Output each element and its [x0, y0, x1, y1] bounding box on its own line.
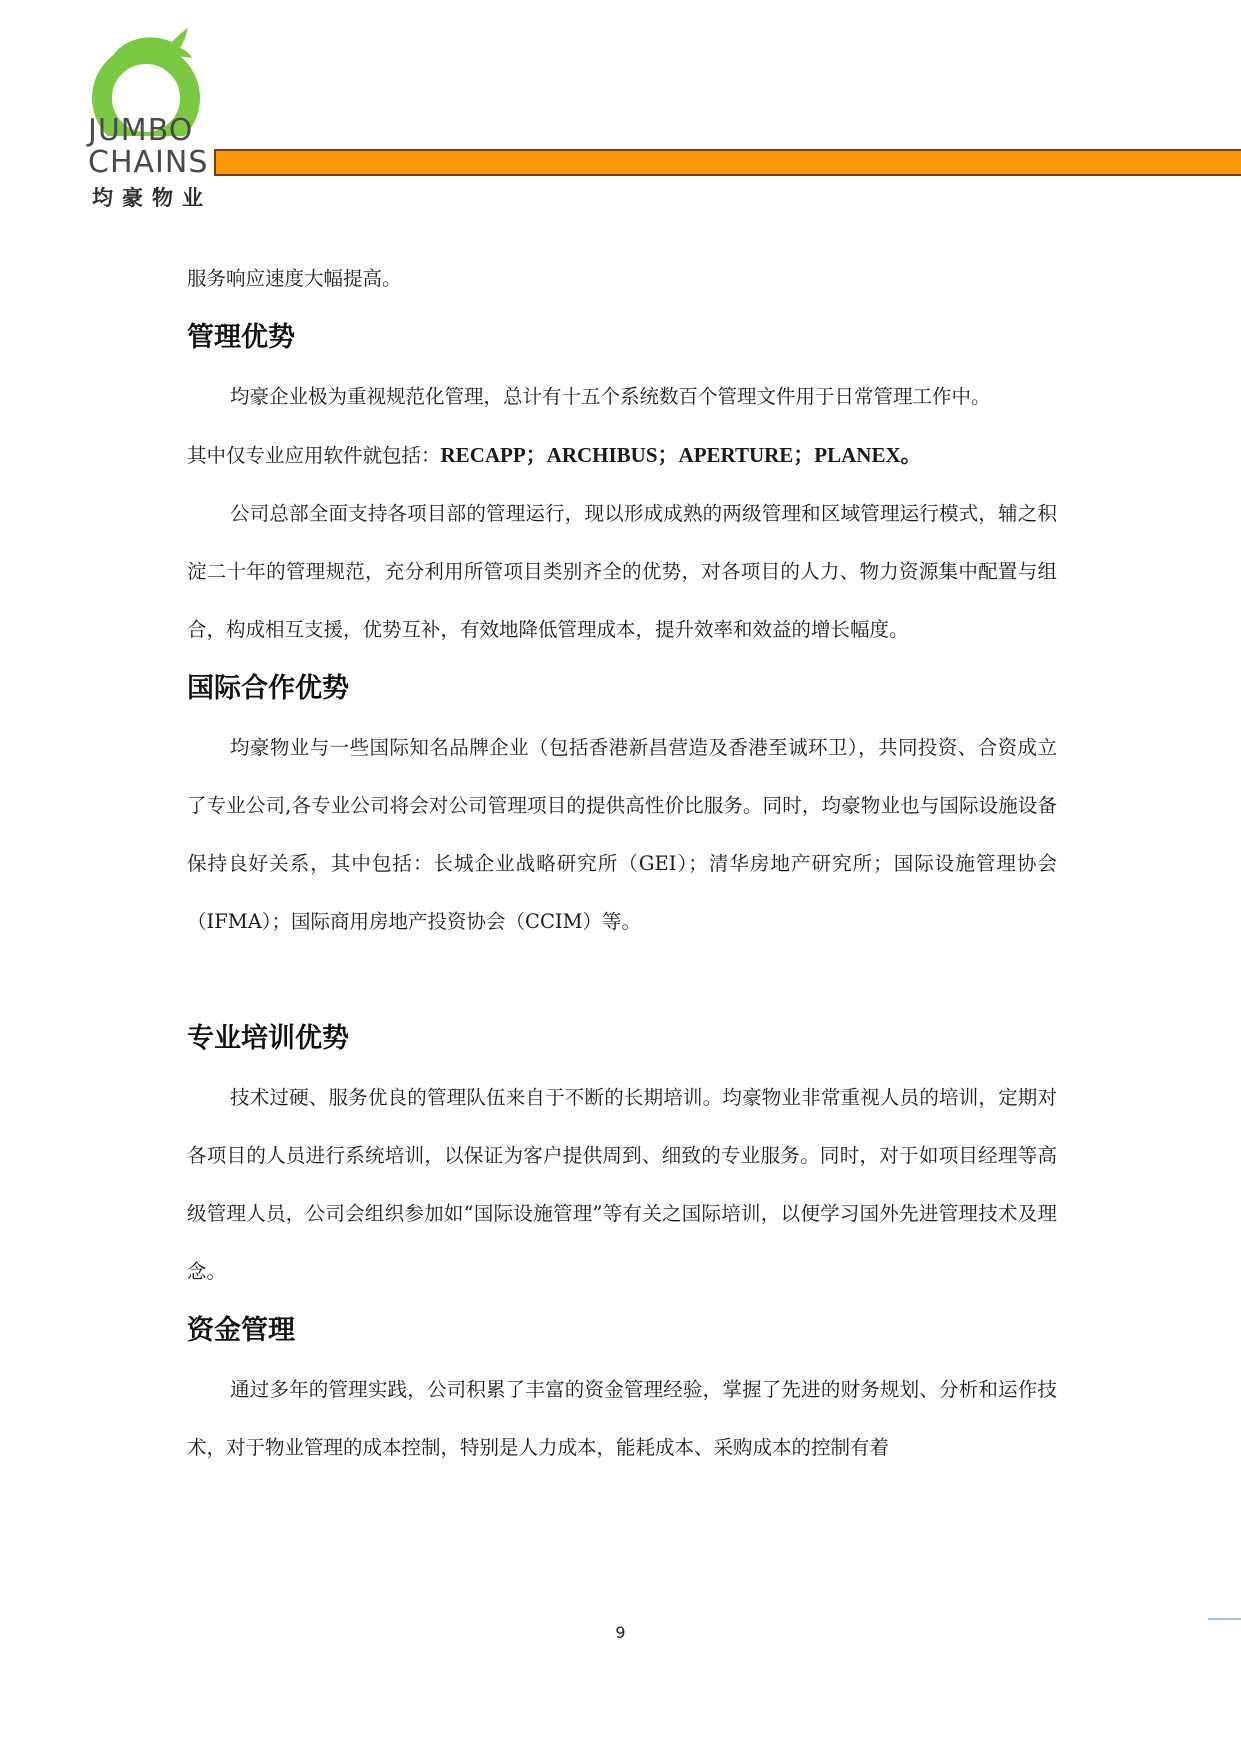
- document-body: [187, 250, 1057, 1477]
- paragraph-intro: 服务响应速度大幅提高。: [187, 267, 402, 290]
- heading-fund-management: 资金管理: [187, 1315, 295, 1346]
- software-intro-text: 其中仅专业应用软件就包括：: [187, 444, 441, 467]
- paragraph-fund-management: 通过多年的管理实践，公司积累了丰富的资金管理经验，掌握了先进的财务规划、分析和运作技术，对于物业管理的成本控制，特别是人力成本，能耗成本、采购成本的控制有着: [187, 1378, 1057, 1459]
- blank-line: [187, 951, 1057, 1009]
- heading-international-cooperation: 国际合作优势: [187, 673, 349, 704]
- paragraph-management-1: 均豪企业极为重视规范化管理，总计有十五个系统数百个管理文件用于日常管理工作中。: [230, 385, 991, 408]
- logo-text-chains: CHAINS: [88, 145, 209, 180]
- logo-text-jumbo: JUMBO: [88, 113, 194, 148]
- software-list: RECAPP；ARCHIBUS；APERTURE；PLANEX。: [440, 443, 922, 467]
- header-orange-bar: [214, 149, 1241, 176]
- paragraph-international-cooperation: 均豪物业与一些国际知名品牌企业（包括香港新昌营造及香港至诚环卫），共同投资、合资成立了专业公司,各专业公司将会对公司管理项目的提供高性价比服务。同时，均豪物业也与国际设施设备保持良好关系，其中包括：长城企业战略研究所（GEI）；清华房地产研究所；国际设施管理协会（IFMA）；国际商用房地产投资协会（CCIM）等。: [187, 736, 1057, 933]
- heading-professional-training: 专业培训优势: [187, 1023, 349, 1054]
- logo-text-chinese: 均豪物业: [92, 186, 212, 210]
- paragraph-management-3: 公司总部全面支持各项目部的管理运行，现以形成成熟的两级管理和区域管理运行模式，辅之积淀二十年的管理规范，充分利用所管项目类别齐全的优势，对各项目的人力、物力资源集中配置与组合，构成相互支援，优势互补，有效地降低管理成本，提升效率和效益的增长幅度。: [187, 502, 1057, 641]
- page-edge-marker: [1208, 1618, 1241, 1620]
- heading-management-advantage: 管理优势: [187, 322, 295, 353]
- paragraph-professional-training: 技术过硬、服务优良的管理队伍来自于不断的长期培训。均豪物业非常重视人员的培训，定期对各项目的人员进行系统培训，以保证为客户提供周到、细致的专业服务。同时，对于如项目经理等高级管理人员，公司会组织参加如“国际设施管理”等有关之国际培训，以便学习国外先进管理技术及理念。: [187, 1086, 1057, 1283]
- company-logo: [88, 26, 218, 216]
- page-number: 9: [615, 1623, 626, 1642]
- paragraph-management-2: [187, 426, 1057, 485]
